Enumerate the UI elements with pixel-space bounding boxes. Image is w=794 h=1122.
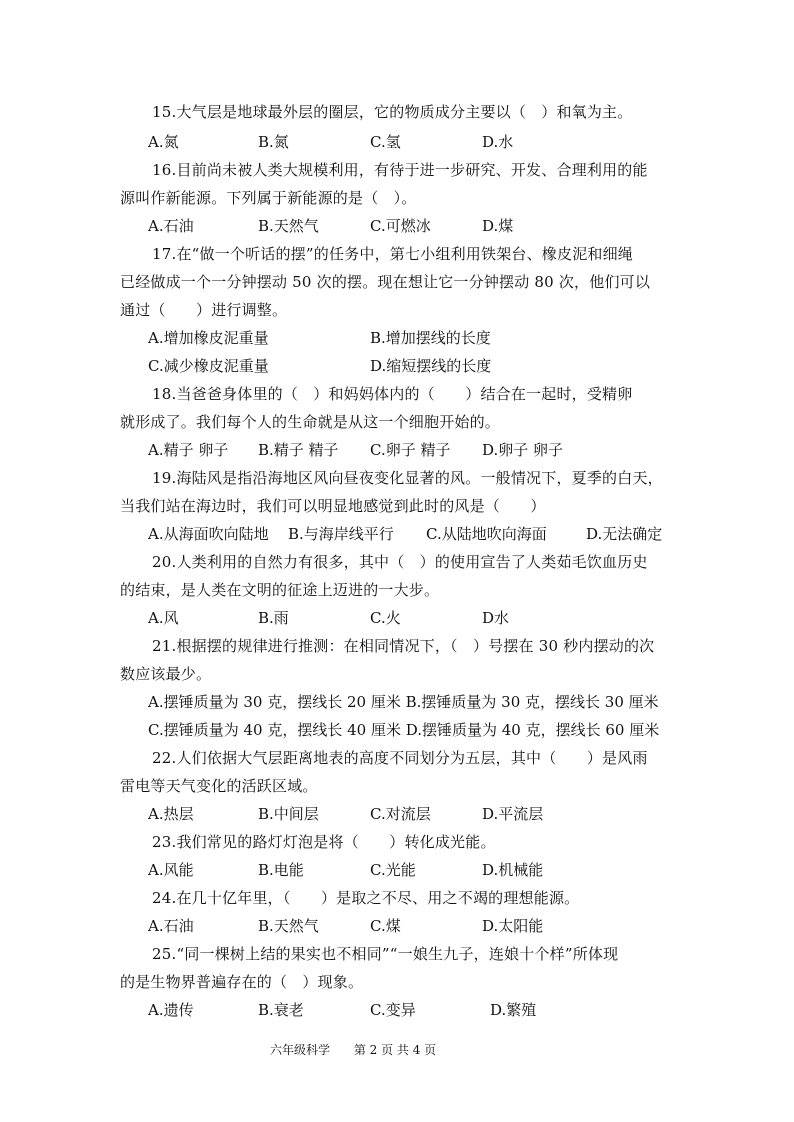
question-20-option-a: A.风	[148, 609, 179, 627]
question-16-text-line-1: 16.目前尚未被人类大规模利用，有待于进一步研究、开发、合理利用的能	[152, 161, 648, 179]
question-19-text-line-2: 当我们站在海边时，我们可以明显地感觉到此时的风是（ ）	[120, 497, 546, 515]
question-23-text: 23.我们常见的路灯灯泡是将（ ）转化成光能。	[152, 833, 496, 851]
question-16-option-c: C.可燃冰	[370, 217, 431, 235]
question-24-option-c: C.煤	[370, 917, 401, 935]
question-23-option-c: C.光能	[370, 861, 416, 879]
question-15-option-d: D.水	[482, 133, 514, 151]
question-15-option-a: A.氮	[148, 133, 179, 151]
question-24-option-a: A.石油	[148, 917, 194, 935]
question-22-option-a: A.热层	[148, 805, 194, 823]
question-20-text-line-1: 20.人类利用的自然力有很多，其中（ ）的使用宣告了人类茹毛饮血历史	[152, 553, 648, 571]
question-25-option-a: A.遗传	[148, 1001, 194, 1019]
question-21-options-cd: C.摆锤质量为 40 克，摆线长 40 厘米 D.摆锤质量为 40 克，摆线长 60 厘米	[148, 721, 660, 739]
question-17-text-line-1: 17.在“做一个听话的摆”的任务中，第七小组利用铁架台、橡皮泥和细绳	[152, 245, 633, 263]
question-22-option-b: B.中间层	[258, 805, 319, 823]
question-22-text-line-1: 22.人们依据大气层距离地表的高度不同划分为五层，其中（ ）是风雨	[152, 749, 648, 767]
question-22-option-c: C.对流层	[370, 805, 431, 823]
question-18-option-a: A.精子 卵子	[148, 441, 229, 459]
question-20-option-c: C.火	[370, 609, 401, 627]
question-18-text-line-2: 就形成了。我们每个人的生命就是从这一个细胞开始的。	[120, 413, 501, 431]
question-17-option-d: D.缩短摆线的长度	[370, 357, 492, 375]
question-23-option-d: D.机械能	[482, 861, 544, 879]
question-19-option-a: A.从海面吹向陆地	[148, 525, 269, 543]
question-24-text: 24.在几十亿年里，（ ）是取之不尽、用之不竭的理想能源。	[152, 889, 580, 907]
question-25-option-c: C.变异	[370, 1001, 416, 1019]
question-22-option-d: D.平流层	[482, 805, 544, 823]
question-16-option-a: A.石油	[148, 217, 194, 235]
question-24-option-b: B.天然气	[258, 917, 319, 935]
question-25-option-b: B.衰老	[258, 1001, 304, 1019]
question-18-option-c: C.卵子 精子	[370, 441, 451, 459]
question-15-option-b: B.氮	[258, 133, 289, 151]
question-21-text-line-2: 数应该最少。	[120, 665, 212, 683]
question-15-text: 15.大气层是地球最外层的圈层，它的物质成分主要以（ ）和氧为主。	[152, 103, 633, 121]
question-17-text-line-3: 通过（ ）进行调整。	[120, 301, 288, 319]
question-20-option-d: D水	[482, 609, 510, 627]
question-25-text-line-2: 的是生物界普遍存在的（ ）现象。	[120, 973, 364, 991]
question-25-text-line-1: 25.“同一棵树上结的果实也不相同”“一娘生九子，连娘十个样”所体现	[152, 945, 619, 963]
question-17-option-b: B.增加摆线的长度	[370, 329, 491, 347]
question-18-text-line-1: 18.当爸爸身体里的（ ）和妈妈体内的（ ）结合在一起时，受精卵	[152, 385, 633, 403]
question-18-option-b: B.精子 精子	[258, 441, 339, 459]
question-16-option-d: D.煤	[482, 217, 514, 235]
question-16-option-b: B.天然气	[258, 217, 319, 235]
question-20-text-line-2: 的结束，是人类在文明的征途上迈进的一大步。	[120, 581, 440, 599]
question-17-text-line-2: 已经做成一个一分钟摆动 50 次的摆。现在想让它一分钟摆动 80 次，他们可以	[120, 273, 651, 291]
question-23-option-b: B.电能	[258, 861, 304, 879]
footer-subject: 六年级科学	[270, 1043, 331, 1057]
question-19-option-b: B.与海岸线平行	[288, 525, 394, 543]
question-25-option-d: D.繁殖	[490, 1001, 537, 1019]
question-17-option-c: C.减少橡皮泥重量	[148, 357, 269, 375]
footer-page-number: 第 2 页 共 4 页	[353, 1043, 437, 1057]
question-22-text-line-2: 雷电等天气变化的活跃区域。	[120, 777, 318, 795]
question-24-option-d: D.太阳能	[482, 917, 544, 935]
question-21-text-line-1: 21.根据摆的规律进行推测：在相同情况下，（ ）号摆在 30 秒内摆动的次	[152, 637, 655, 655]
question-17-option-a: A.增加橡皮泥重量	[148, 329, 269, 347]
question-15-option-c: C.氢	[370, 133, 401, 151]
question-21-options-ab: A.摆锤质量为 30 克，摆线长 20 厘米 B.摆锤质量为 30 克，摆线长 30 厘米	[148, 693, 659, 711]
question-23-option-a: A.风能	[148, 861, 194, 879]
question-20-option-b: B.雨	[258, 609, 289, 627]
question-16-text-line-2: 源叫作新能源。下列属于新能源的是（ ）。	[120, 189, 417, 207]
question-19-text-line-1: 19.海陆风是指沿海地区风向昼夜变化显著的风。一般情况下，夏季的白天，	[152, 469, 663, 487]
question-18-option-d: D.卵子 卵子	[482, 441, 564, 459]
question-19-option-c: C.从陆地吹向海面	[426, 525, 547, 543]
question-19-option-d: D.无法确定	[586, 525, 663, 543]
page-footer	[270, 1041, 438, 1058]
